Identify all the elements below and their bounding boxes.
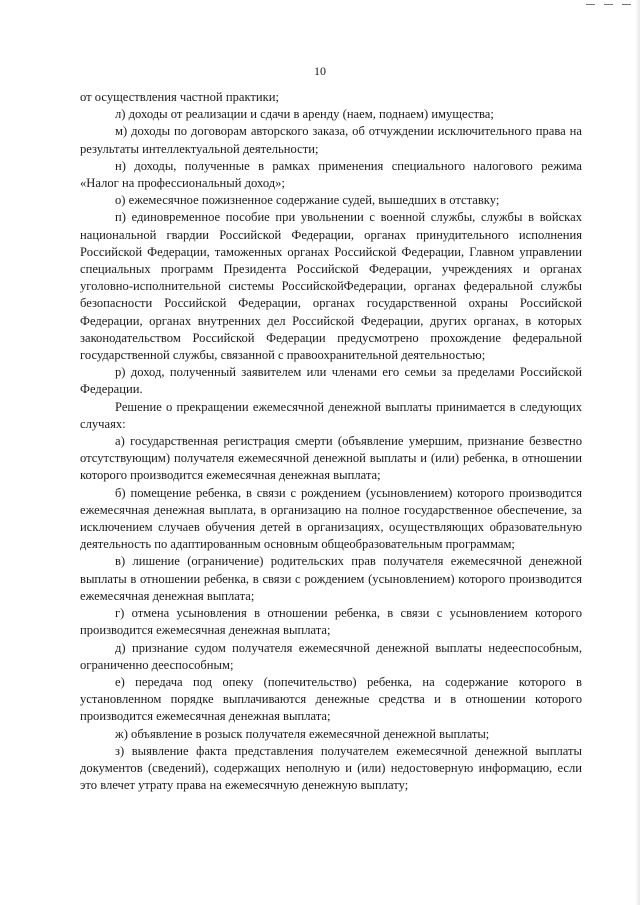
list-item-a: а) государственная регистрация смерти (объявление умершим, признание безвестно отсутствующим) получателя ежемесячной денежной выплаты и (или) ребенка, в отношении которого производится ежемесячная денежная выплата;: [80, 434, 582, 483]
document-body: [80, 89, 582, 794]
list-item-g: г) отмена усыновления в отношении ребенка, в связи с усыновлением которого производится ежемесячная денежная выплата;: [80, 606, 582, 638]
list-item-z: з) выявление факта представления получателем ежемесячной денежной выплаты документов (сведений), содержащих неполную и (или) недостоверную информацию, если это влечет утрату права на ежемесячную денежную выплату;: [80, 743, 582, 793]
scan-artifact-mark: [586, 4, 595, 5]
scan-edge-shadow: [635, 0, 640, 905]
list-item-d: д) признание судом получателя ежемесячной денежной выплаты недееспособным, ограниченно дееспособным;: [80, 640, 582, 672]
paragraph-termination-intro: Решение о прекращении ежемесячной денежной выплаты принимается в следующих случаях:: [80, 399, 582, 431]
list-item-e: е) передача под опеку (попечительство) ребенка, на содержание которого в установленном порядке выплачиваются денежные средства и в отношении которого производится ежемесячная денежная выплата;: [80, 674, 582, 724]
list-item-b: б) помещение ребенка, в связи с рождением (усыновлением) которого производится ежемесячная денежная выплата, в организацию на полное государственное обеспечение, за исключением случаев обучения детей в организациях, осуществляющих образовательную деятельность по адаптированным основным общеобразовательным программам;: [80, 485, 582, 552]
list-item-o: о) ежемесячное пожизненное содержание судей, вышедших в отставку;: [115, 193, 500, 208]
scan-artifact-mark: [622, 4, 631, 5]
list-item-n: н) доходы, полученные в рамках применения специального налогового режима «Налог на профессиональный доход»;: [80, 158, 582, 191]
list-item-zh: ж) объявление в розыск получателя ежемесячной денежной выплаты;: [115, 726, 490, 741]
scan-artifact-mark: [604, 4, 613, 5]
list-item-r: р) доход, полученный заявителем или членами его семьи за пределами Российской Федерации.: [80, 365, 582, 397]
page-number: 10: [314, 64, 326, 78]
list-item-p: п) единовременное пособие при увольнении с военной службы, службы в войсках национальной гвардии Российской Федерации, органах принудительного исполнения Российской Федерации, таможенных органах Российской Федерации, Главном управлении специальных программ Президента Российской Федерации, учреждениях и органах уголовно-исполнительной системы РоссийскойФедерации, органах федеральной службы безопасности Российской Федерации, органах государственной охраны Российской Федерации, органах внутренних дел Российской Федерации, других органах, в которых законодательством Российской Федерации предусмотрено прохождение федеральной государственной службы, связанной с правоохранительной деятельностью;: [80, 210, 582, 363]
list-item-m: м) доходы по договорам авторского заказа, об отчуждении исключительного права на результаты интеллектуальной деятельности;: [80, 124, 582, 156]
list-item-v: в) лишение (ограничение) родительских прав получателя ежемесячной денежной выплаты в отношении ребенка, в связи с рождением (усыновлением) которого производится ежемесячная денежная выплата;: [80, 554, 582, 603]
paragraph-continuation: от осуществления частной практики;: [80, 90, 280, 104]
list-item-l: л) доходы от реализации и сдачи в аренду (наем, поднаем) имущества;: [115, 107, 494, 122]
